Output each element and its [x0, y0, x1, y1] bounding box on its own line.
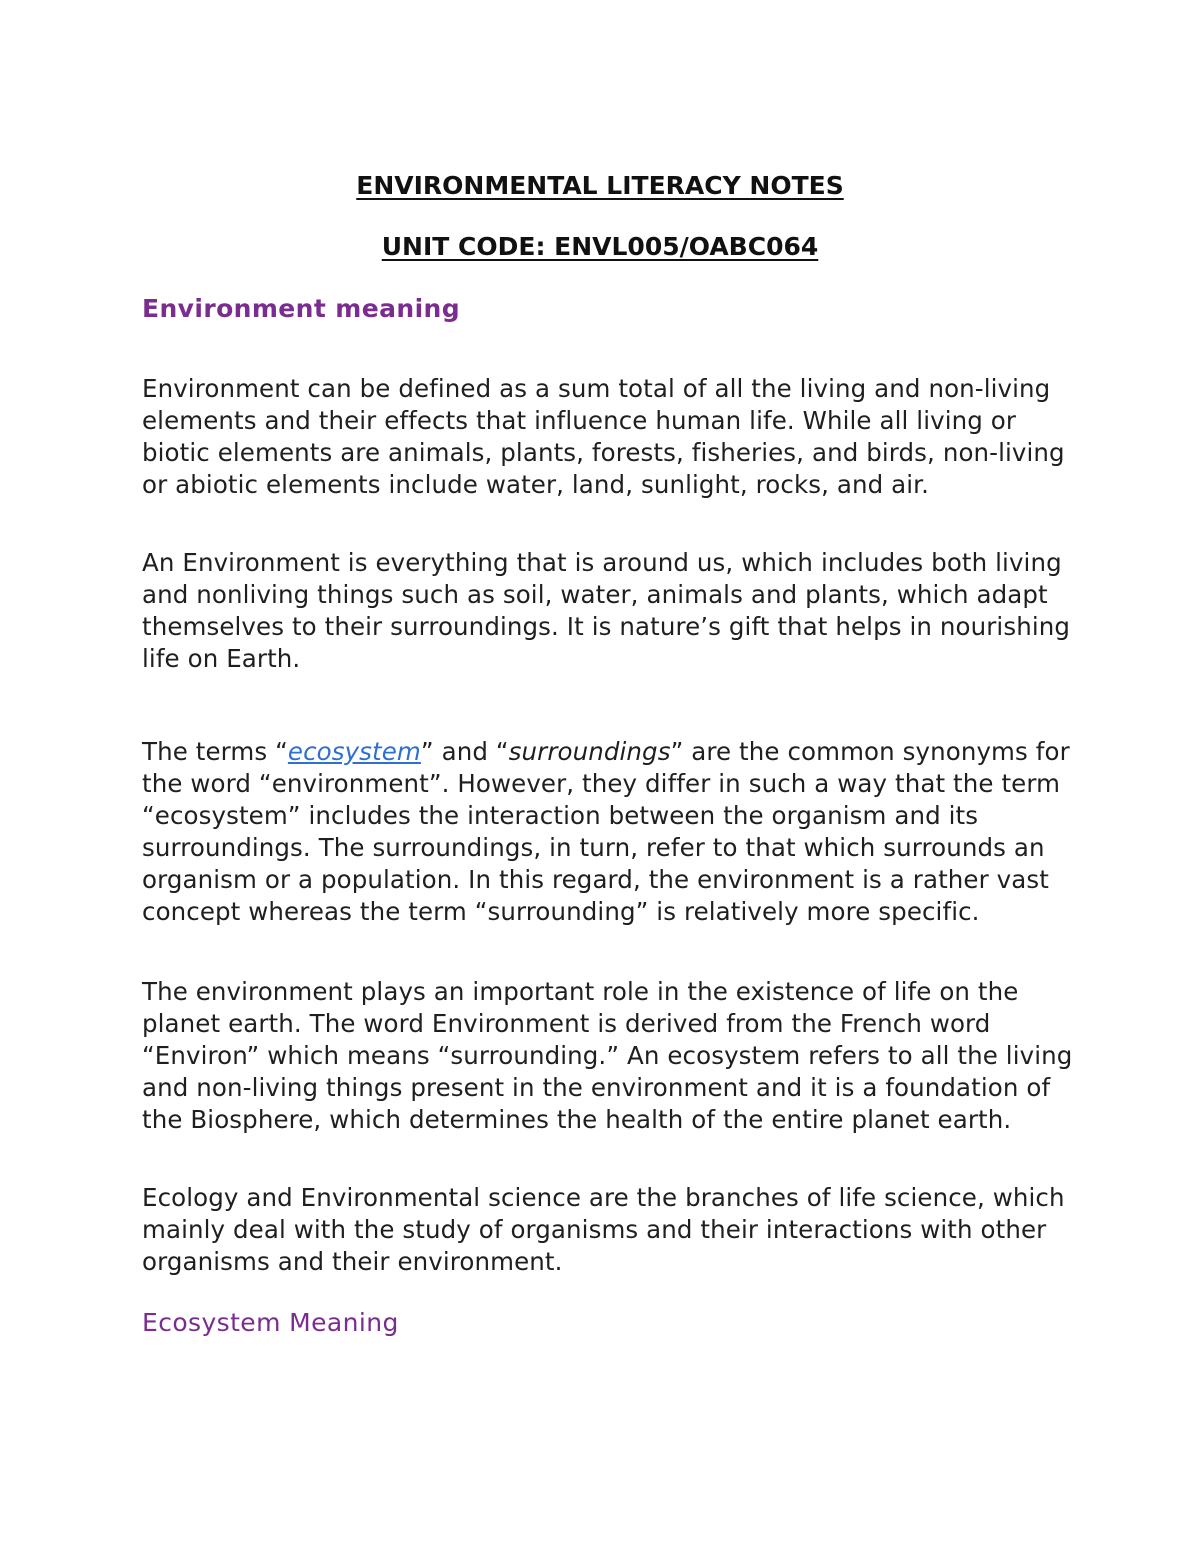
unit-code: UNIT CODE: ENVL005/OABC064 [381, 232, 819, 261]
paragraph-environment-role: The environment plays an important role in the existence of life on the planet earth. The word Environment is derived from the French word “Environ” which means “surrounding.” An ecosystem refers to all the living and non-living things present in the environment and it is a foundation of the Biosphere, which determines the health of the entire planet earth. [142, 977, 1073, 1134]
ecosystem-link[interactable]: ecosystem [287, 737, 421, 766]
section-heading-ecosystem-meaning: Ecosystem Meaning [142, 1308, 399, 1337]
paragraph-environment-everything: An Environment is everything that is around us, which includes both living and nonliving things such as soil, water, animals and plants, which adapt themselves to their surroundings. It is nature’s gift that helps in nourishing life on Earth. [142, 548, 1071, 673]
paragraph-ecology: Ecology and Environmental science are the branches of life science, which mainly deal with the study of organisms and their interactions with other organisms and their environment. [142, 1183, 1065, 1276]
paragraph-environment-definition: Environment can be defined as a sum total of all the living and non-living elements and their effects that influence human life. While all living or biotic elements are animals, plants, forests, fisheries, and birds, non-living or abiotic elements include water, land, sunlight, rocks, and air. [142, 374, 1065, 499]
document-title: ENVIRONMENTAL LITERACY NOTES [356, 171, 844, 200]
surroundings-italic: surroundings [508, 737, 671, 766]
para3-prefix: The terms “ [142, 737, 288, 766]
para3-rest: ” are the common synonyms for the word “environment”. However, they differ in such a way that the term “ecosystem” includes the interaction between the organism and its surroundings. The surroundings, in turn, refer to that which surrounds an organism or a population. In this regard, the environment is a rather vast concept whereas the term “surrounding” is relatively more specific. [142, 737, 1070, 926]
para3-mid: ” and “ [420, 737, 509, 766]
section-heading-environment-meaning: Environment meaning [142, 294, 461, 323]
paragraph-terms-synonyms [142, 736, 1082, 928]
